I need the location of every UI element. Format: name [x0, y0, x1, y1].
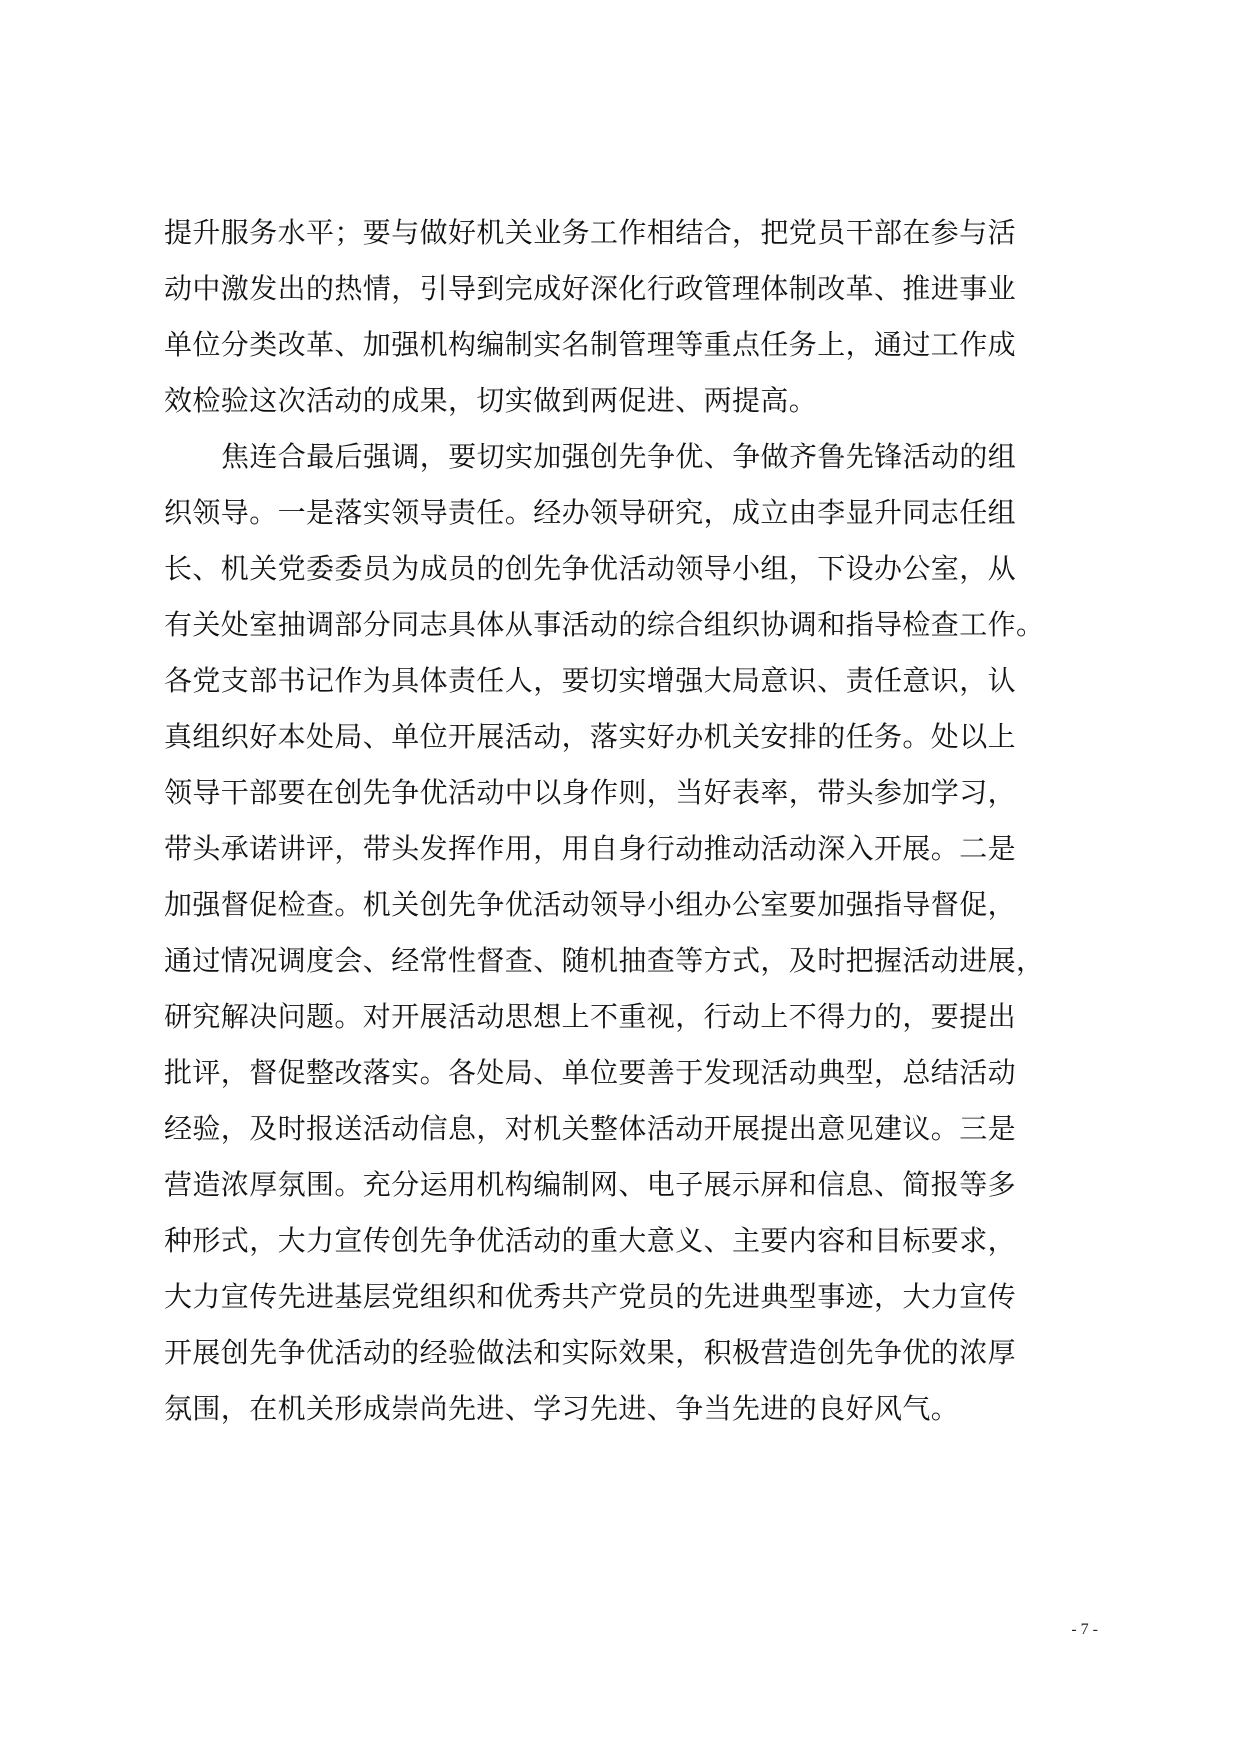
paragraph-line: 加强督促检查。机关创先争优活动领导小组办公室要加强指导督促， — [164, 888, 1017, 921]
paragraph-line: 研究解决问题。对开展活动思想上不重视，行动上不得力的，要提出 — [164, 1000, 1017, 1033]
paragraph-line: 种形式，大力宣传创先争优活动的重大意义、主要内容和目标要求， — [164, 1224, 1017, 1257]
paragraph-line: 提升服务水平；要与做好机关业务工作相结合，把党员干部在参与活 — [164, 216, 1017, 249]
paragraph-line: 通过情况调度会、经常性督查、随机抽查等方式，及时把握活动进展， — [164, 944, 1045, 977]
paragraph-line: 大力宣传先进基层党组织和优秀共产党员的先进典型事迹，大力宣传 — [164, 1280, 1017, 1313]
paragraph-line: 各党支部书记作为具体责任人，要切实增强大局意识、责任意识，认 — [164, 664, 1017, 697]
paragraph-line: 焦连合最后强调，要切实加强创先争优、争做齐鲁先锋活动的组 — [221, 440, 1017, 473]
paragraph-line: 带头承诺讲评，带头发挥作用，用自身行动推动活动深入开展。二是 — [164, 832, 1017, 865]
paragraph-line: 营造浓厚氛围。充分运用机构编制网、电子展示屏和信息、简报等多 — [164, 1168, 1017, 1201]
paragraph-line: 效检验这次活动的成果，切实做到两促进、两提高。 — [164, 384, 818, 417]
paragraph-line: 动中激发出的热情，引导到完成好深化行政管理体制改革、推进事业 — [164, 272, 1017, 305]
paragraph-line: 有关处室抽调部分同志具体从事活动的综合组织协调和指导检查工作。 — [164, 608, 1045, 641]
paragraph-line: 经验，及时报送活动信息，对机关整体活动开展提出意见建议。三是 — [164, 1112, 1017, 1145]
paragraph-line: 长、机关党委委员为成员的创先争优活动领导小组，下设办公室，从 — [164, 552, 1017, 585]
paragraph-line: 织领导。一是落实领导责任。经办领导研究，成立由李显升同志任组 — [164, 496, 1017, 529]
paragraph-line: 氛围，在机关形成崇尚先进、学习先进、争当先进的良好风气。 — [164, 1392, 960, 1425]
paragraph-line: 批评，督促整改落实。各处局、单位要善于发现活动典型，总结活动 — [164, 1056, 1017, 1089]
paragraph-line: 单位分类改革、加强机构编制实名制管理等重点任务上，通过工作成 — [164, 328, 1017, 361]
paragraph-line: 真组织好本处局、单位开展活动，落实好办机关安排的任务。处以上 — [164, 720, 1017, 753]
page-number: - 7 - — [1071, 1621, 1098, 1638]
paragraph-line: 开展创先争优活动的经验做法和实际效果，积极营造创先争优的浓厚 — [164, 1336, 1017, 1369]
paragraph-line: 领导干部要在创先争优活动中以身作则，当好表率，带头参加学习， — [164, 776, 1017, 809]
